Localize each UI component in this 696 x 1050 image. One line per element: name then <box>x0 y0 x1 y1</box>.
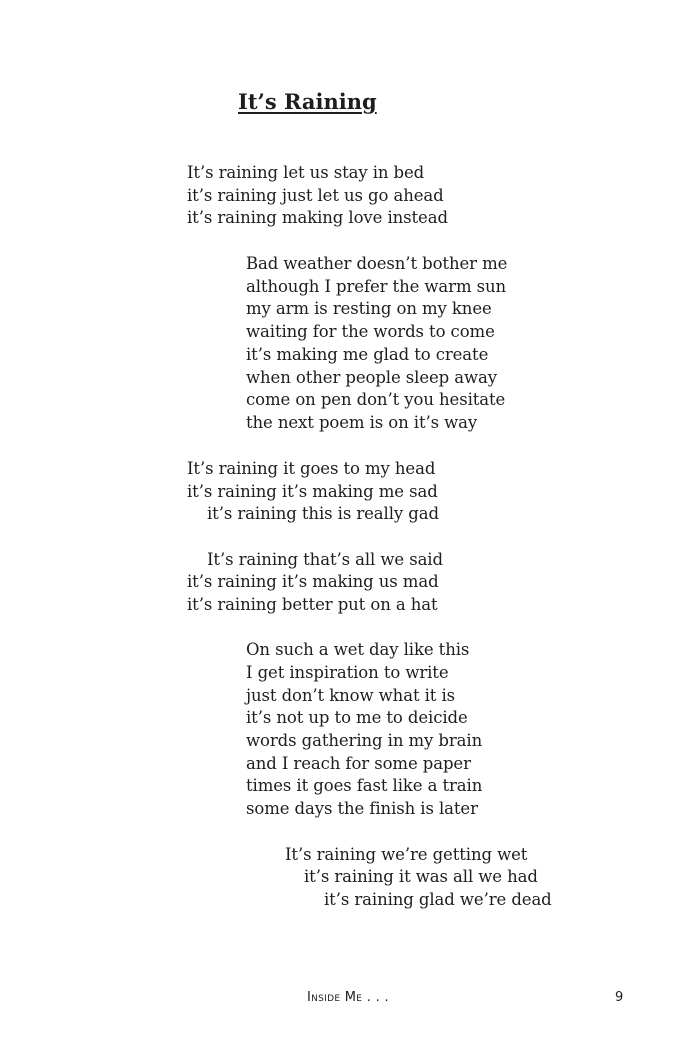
poem-line: I get inspiration to write <box>246 663 449 682</box>
poem-line: it’s raining glad we’re dead <box>324 890 552 909</box>
poem-line: it’s raining better put on a hat <box>187 595 438 614</box>
poem-line: some days the finish is later <box>246 799 478 818</box>
poem-line: it’s raining this is really gad <box>207 504 439 523</box>
poem-line: just don’t know what it is <box>246 686 456 705</box>
poem-line: it’s making me glad to create <box>246 345 489 364</box>
poem-line: the next poem is on it’s way <box>246 413 478 432</box>
poem-line: it’s raining it’s making us mad <box>187 572 439 591</box>
poem-line: waiting for the words to come <box>246 322 495 341</box>
poem-line: although I prefer the warm sun <box>246 277 507 296</box>
poem-line: It’s raining it goes to my head <box>187 459 436 478</box>
poem-title: It’s Raining <box>238 89 377 114</box>
footer-book-title: Inside Me . . . <box>307 990 389 1005</box>
poem-line: It’s raining let us stay in bed <box>187 163 425 182</box>
poem-line: it’s raining it’s making me sad <box>187 482 438 501</box>
poem-line: On such a wet day like this <box>246 640 470 659</box>
poem-line: it’s raining making love instead <box>187 208 448 227</box>
poem-line: Bad weather doesn’t bother me <box>246 254 508 273</box>
poem-line: times it goes fast like a train <box>246 776 483 795</box>
poem-line: words gathering in my brain <box>246 731 483 750</box>
poem-line: come on pen don’t you hesitate <box>246 390 506 409</box>
poem-line: It’s raining that’s all we said <box>207 550 443 569</box>
page-number: 9 <box>615 990 624 1005</box>
poem-line: when other people sleep away <box>246 368 497 387</box>
poem-line: It’s raining we’re getting wet <box>285 845 528 864</box>
poem-line: it’s raining just let us go ahead <box>187 186 444 205</box>
poem-line: it’s not up to me to deicide <box>246 708 468 727</box>
poem-line: it’s raining it was all we had <box>304 867 538 886</box>
poem-line: and I reach for some paper <box>246 754 471 773</box>
poem-line: my arm is resting on my knee <box>246 299 492 318</box>
